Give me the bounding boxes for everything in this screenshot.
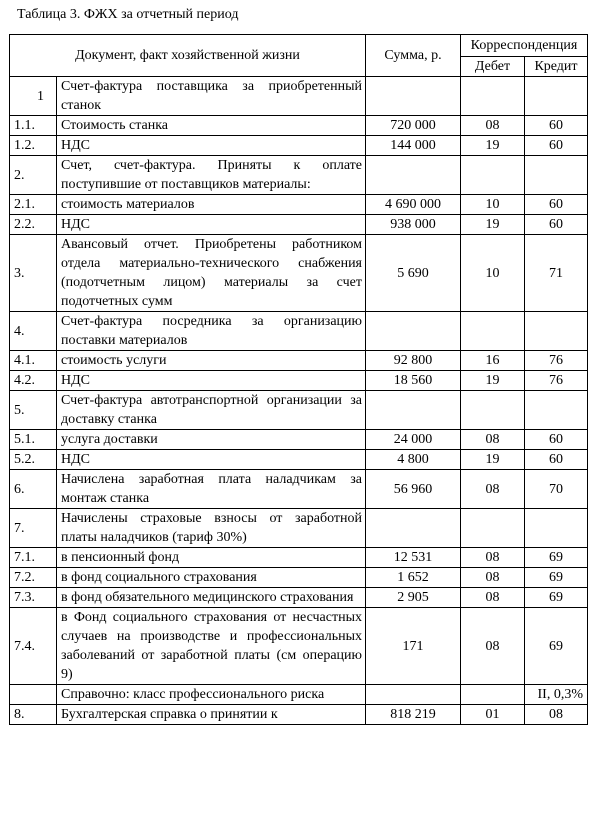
row-sum: 56 960: [366, 470, 461, 509]
row-credit: [525, 509, 588, 548]
row-sum: 720 000: [366, 116, 461, 136]
row-sum: [366, 312, 461, 351]
table-row: [10, 391, 588, 430]
table-row: [10, 195, 588, 215]
row-sum: 18 560: [366, 371, 461, 391]
row-number: 4.: [10, 312, 57, 351]
row-debit: 16: [461, 351, 525, 371]
row-credit: 69: [525, 588, 588, 608]
row-sum: [366, 156, 461, 195]
row-credit: II, 0,3%: [525, 685, 588, 705]
row-sum: 24 000: [366, 430, 461, 450]
table-row: [10, 136, 588, 156]
header-document: Документ, факт хозяйственной жизни: [10, 35, 366, 77]
row-credit: [525, 312, 588, 351]
row-debit: 10: [461, 195, 525, 215]
row-number: 4.1.: [10, 351, 57, 371]
row-number: 7.1.: [10, 548, 57, 568]
row-description: в фонд социального страхования: [57, 568, 366, 588]
row-description: Начислены страховые взносы от заработной платы наладчиков (тариф 30%): [57, 509, 366, 548]
row-sum: 2 905: [366, 588, 461, 608]
table-row: [10, 116, 588, 136]
row-number: 2.: [10, 156, 57, 195]
row-number: 2.2.: [10, 215, 57, 235]
table-row: [10, 588, 588, 608]
row-description: Счет-фактура поставщика за приобретенный станок: [57, 77, 366, 116]
row-credit: [525, 391, 588, 430]
row-description: НДС: [57, 371, 366, 391]
table-row: [10, 685, 588, 705]
row-credit: 69: [525, 608, 588, 685]
row-debit: 19: [461, 136, 525, 156]
row-number: 6.: [10, 470, 57, 509]
row-number: 8.: [10, 705, 57, 725]
row-description: Счет, счет-фактура. Приняты к оплате поступившие от поставщиков материалы:: [57, 156, 366, 195]
row-description: Авансовый отчет. Приобретены работником отдела материально-технического снабжения (подотчетным лицом) материалы за счет подотчетных сумм: [57, 235, 366, 312]
row-debit: 19: [461, 450, 525, 470]
row-debit: [461, 77, 525, 116]
row-credit: 60: [525, 116, 588, 136]
row-number: 7.4.: [10, 608, 57, 685]
row-credit: 71: [525, 235, 588, 312]
row-description: в фонд обязательного медицинского страхования: [57, 588, 366, 608]
row-sum: 92 800: [366, 351, 461, 371]
table-row: [10, 548, 588, 568]
row-description: в Фонд социального страхования от несчастных случаев на производстве и профессиональных заболеваний от заработной платы (см операцию 9): [57, 608, 366, 685]
row-sum: [366, 685, 461, 705]
row-credit: 69: [525, 568, 588, 588]
row-debit: [461, 391, 525, 430]
table-row: [10, 509, 588, 548]
table-row: [10, 470, 588, 509]
row-number: 1.1.: [10, 116, 57, 136]
row-number: 5.1.: [10, 430, 57, 450]
row-credit: 60: [525, 430, 588, 450]
table-row: [10, 608, 588, 685]
row-debit: 08: [461, 568, 525, 588]
row-sum: 1 652: [366, 568, 461, 588]
row-description: стоимость услуги: [57, 351, 366, 371]
row-sum: 12 531: [366, 548, 461, 568]
row-description: НДС: [57, 215, 366, 235]
row-credit: 08: [525, 705, 588, 725]
row-debit: 01: [461, 705, 525, 725]
row-credit: 60: [525, 195, 588, 215]
table-row: [10, 371, 588, 391]
row-number: 2.1.: [10, 195, 57, 215]
row-description: Справочно: класс профессионального риска: [57, 685, 366, 705]
table-row: [10, 450, 588, 470]
table-row: [10, 156, 588, 195]
row-credit: [525, 156, 588, 195]
row-description: услуга доставки: [57, 430, 366, 450]
row-sum: [366, 391, 461, 430]
row-sum: 938 000: [366, 215, 461, 235]
row-credit: 60: [525, 136, 588, 156]
row-number: 5.2.: [10, 450, 57, 470]
table-row: [10, 215, 588, 235]
row-credit: 60: [525, 450, 588, 470]
row-number: 7.2.: [10, 568, 57, 588]
row-credit: 76: [525, 351, 588, 371]
row-description: Счет-фактура посредника за организацию поставки материалов: [57, 312, 366, 351]
row-debit: 10: [461, 235, 525, 312]
row-credit: [525, 77, 588, 116]
row-number: [10, 685, 57, 705]
table-row: [10, 235, 588, 312]
row-credit: 76: [525, 371, 588, 391]
row-sum: 5 690: [366, 235, 461, 312]
row-debit: 19: [461, 371, 525, 391]
table-row: [10, 568, 588, 588]
row-description: Стоимость станка: [57, 116, 366, 136]
row-debit: [461, 685, 525, 705]
table-row: [10, 312, 588, 351]
table-row: [10, 77, 588, 116]
row-number: 7.3.: [10, 588, 57, 608]
row-debit: [461, 156, 525, 195]
row-sum: 4 690 000: [366, 195, 461, 215]
row-debit: 19: [461, 215, 525, 235]
table-row: [10, 705, 588, 725]
row-sum: 818 219: [366, 705, 461, 725]
header-credit: Кредит: [525, 57, 588, 77]
row-debit: 08: [461, 608, 525, 685]
row-description: Бухгалтерская справка о принятии к: [57, 705, 366, 725]
row-debit: [461, 312, 525, 351]
row-number: 7.: [10, 509, 57, 548]
table-caption: Таблица 3. ФЖХ за отчетный период: [17, 7, 239, 22]
table-row: [10, 351, 588, 371]
header-debit: Дебет: [461, 57, 525, 77]
row-sum: [366, 509, 461, 548]
row-description: в пенсионный фонд: [57, 548, 366, 568]
row-debit: 08: [461, 116, 525, 136]
row-description: НДС: [57, 450, 366, 470]
row-number: 5.: [10, 391, 57, 430]
row-debit: 08: [461, 588, 525, 608]
row-credit: 60: [525, 215, 588, 235]
row-sum: 144 000: [366, 136, 461, 156]
row-number: 4.2.: [10, 371, 57, 391]
table-body: [10, 77, 588, 725]
header-sum: Сумма, р.: [366, 35, 461, 77]
row-sum: [366, 77, 461, 116]
row-number: 1: [10, 77, 57, 116]
row-debit: 08: [461, 548, 525, 568]
row-debit: [461, 509, 525, 548]
row-number: 1.2.: [10, 136, 57, 156]
row-description: Счет-фактура автотранспортной организации за доставку станка: [57, 391, 366, 430]
row-debit: 08: [461, 430, 525, 450]
row-sum: 171: [366, 608, 461, 685]
row-number: 3.: [10, 235, 57, 312]
fzh-table: [9, 34, 588, 725]
row-sum: 4 800: [366, 450, 461, 470]
row-description: стоимость материалов: [57, 195, 366, 215]
row-description: НДС: [57, 136, 366, 156]
row-credit: 69: [525, 548, 588, 568]
row-debit: 08: [461, 470, 525, 509]
row-credit: 70: [525, 470, 588, 509]
row-description: Начислена заработная плата наладчикам за монтаж станка: [57, 470, 366, 509]
header-correspondence: Корреспонденция: [461, 35, 588, 57]
table-row: [10, 430, 588, 450]
